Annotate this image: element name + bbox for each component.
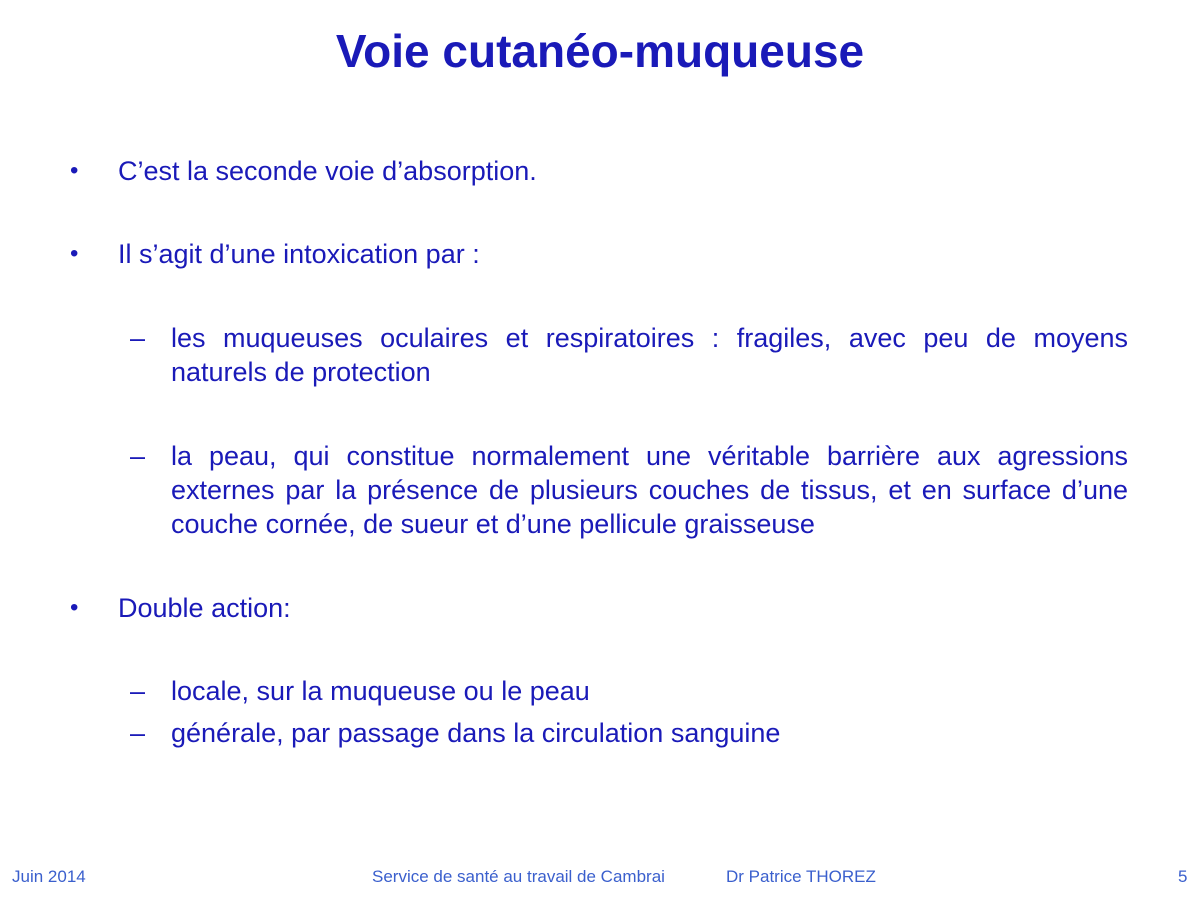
bullet-text: Il s’agit d’une intoxication par : [118, 239, 480, 269]
sub-bullet-text: la peau, qui constitue normalement une véritable barrière aux agressions externes par la présence de plusieurs couches de tissus, et en surface d’une couche cornée, de sueur et d’une pellicule graisseuse [171, 441, 1128, 539]
bullet-text: C’est la seconde voie d’absorption. [118, 156, 537, 186]
footer-service: Service de santé au travail de Cambrai [372, 867, 665, 886]
dash-marker: – [130, 676, 146, 706]
footer-author: Dr Patrice THOREZ [726, 867, 876, 886]
bullet-text: Double action: [118, 593, 291, 623]
dash-marker: – [130, 441, 146, 471]
footer-date: Juin 2014 [12, 867, 86, 886]
dash-marker: – [130, 718, 146, 748]
footer-page-number: 5 [1178, 867, 1188, 886]
sub-bullet-text: générale, par passage dans la circulation sanguine [171, 718, 781, 748]
sub-bullet-text: les muqueuses oculaires et respiratoires : fragiles, avec peu de moyens naturels de protection [171, 323, 1128, 387]
sub-bullet-text: locale, sur la muqueuse ou le peau [171, 676, 590, 706]
dash-marker: – [130, 323, 146, 353]
bullet-marker: • [70, 594, 79, 621]
bullet-marker: • [70, 240, 79, 267]
slide-title: Voie cutanéo-muqueuse [335, 25, 865, 77]
bullet-marker: • [70, 157, 79, 184]
